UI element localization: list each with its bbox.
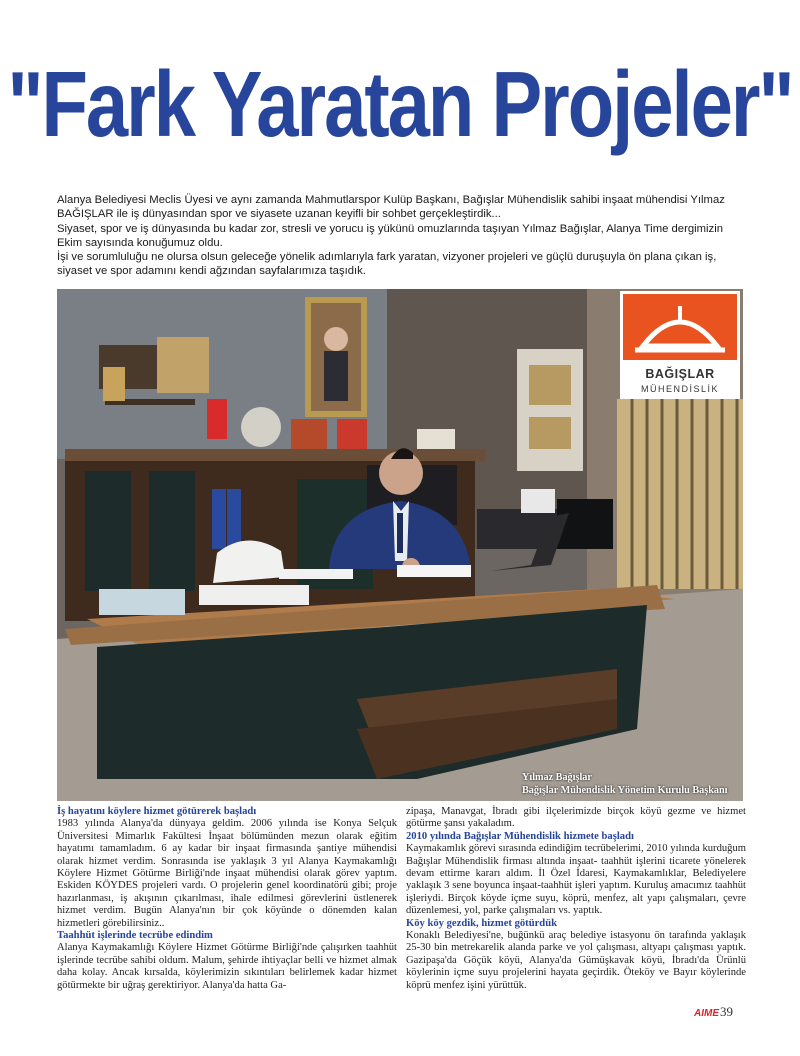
article-title: "Fark Yaratan Projeler" (7, 53, 793, 157)
logo-subtitle: MÜHENDİSLİK (640, 384, 719, 394)
intro-paragraph: Alanya Belediyesi Meclis Üyesi ve aynı zamanda Mahmutlarspor Kulüp Başkanı, Bağışlar Mühendislik sahibi inşaat mühendisi Yılmaz BAĞIŞLAR ile iş dünyasından spor ve siyasete uzanan keyifli bir sohbet gerçekleştirdik... (57, 194, 725, 221)
article-column-left (57, 806, 397, 992)
article-intro (57, 193, 747, 279)
body-paragraph: Kaymakamlık görevi sırasında edindiğim tecrübelerimi, 2010 yılında kurduğum Bağışlar Mühendislik firması altında inşaat- taahhüt işlerini ticarete yönelerek devam ettirme kararı aldım. İl Özel İdaresi, Kaymakamlıklar, Belediyelere yaklaşık 3 sene boyunca inşaat-taahhüt işleri yaptım. Kuruluş amacımız taahhüt işleriydi. Birçok köyde içme suyu, köprü, menfez, alt yapı çalışmaları, çevre düzenlemesi, yol, parke çalışmaları vs. yaptık. (406, 843, 746, 917)
page-number: 39 (720, 1004, 733, 1019)
body-paragraph: Alanya Kaymakamlığı Köylere Hizmet Götürme Birliği'nde çalışırken taahhüt işlerinde tecrübe sahibi oldum. Malum, şehirde ihtiyaçlar belli ve hizmet almak daha kolay. Ancak kırsalda, köylerimizin sıkıntıları belirlemek kadar hizmet götürmekte bir uğraş gerektiriyor. Alanya'da hatta Ga- (57, 942, 397, 991)
caption-name: Yılmaz Bağışlar (522, 772, 592, 783)
section-heading: İş hayatını köylere hizmet götürerek başladı (57, 806, 257, 817)
logo-badge (623, 294, 737, 360)
logo-name: BAĞIŞLAR (645, 367, 715, 381)
page-footer (694, 1003, 733, 1019)
company-logo (620, 291, 740, 399)
section-heading: 2010 yılında Bağışlar Mühendislik hizmete başladı (406, 830, 634, 842)
section-heading: Köy köy gezdik, hizmet götürdük (406, 917, 557, 929)
article-photo (57, 289, 743, 801)
body-paragraph: 1983 yılında Alanya'da dünyaya geldim. 2006 yılında ise Konya Selçuk Üniversitesi Mimarlık Fakültesi İnşaat bölümünden mezun olarak eğitim hayatımı tamamladım. 6 ay kadar bir inşaat firmasında şantiye mühendisi olarak hizmet verdim. Sonrasında ise yaklaşık 3 yıl Alanya Kaymakamlığı Köylere Hizmet Götürme Birliği'nde inşaat mühendisi olarak görev yaptım. Eskiden KÖYDES projeleri vardı. O projelerin genel koordinatörü gibi; proje hazırlanması, iş akışının çıkarılması, ihale edilmesi görevlerini üstlenerek hizmet verdim. Bugün Alanya'nın bir çok köyünde o dönemden kalan hizmetleri görebilirsiniz.. (57, 818, 397, 929)
body-paragraph: zipaşa, Manavgat, İbradı gibi ilçelerimizde birçok köyü gezme ve hizmet götürme şansı yakaladım. (406, 806, 746, 830)
caption-role: Bağışlar Mühendislik Yönetim Kurulu Başkanı (522, 784, 728, 796)
article-column-right (406, 806, 746, 992)
photo-caption (522, 772, 728, 797)
intro-paragraph: Siyaset, spor ve iş dünyasında bu kadar zor, stresli ve yorucu iş yükünü omuzlarında taşıyan Yılmaz Bağışlar, Alanya Time dergimizin Ekim sayısında konuğumuz oldu. (57, 222, 724, 249)
body-paragraph: Konaklı Belediyesi'ne, buğünkü araç belediye istasyonu ön tarafında yaklaşık 25-30 bin metrekarelik alanda parke ve yol çalışması, altyapı çalışması yaptık. Gazipaşa'da Göçük köyü, Alanya'da Gümüşkavak köyü, İbradı'da Ürünlü köylerinin içme suyu projelerini hayata geçirdik. Öteköy ve Bayır köylerinde köprü menfez işini yürüttük. (406, 930, 746, 991)
section-heading: Taahhüt işlerinde tecrübe edindim (57, 930, 213, 942)
magazine-brand: AIME (694, 1008, 719, 1019)
helmet-icon (623, 294, 737, 360)
intro-paragraph: İşi ve sorumluluğu ne olursa olsun geleceğe yönelik adımlarıyla fark yaratan, vizyoner projeleri ve güçlü duruşuyla ön plana çıkan iş, siyaset ve spor adamını kendi ağzından sayfalarımıza taşıdık. (57, 251, 717, 278)
